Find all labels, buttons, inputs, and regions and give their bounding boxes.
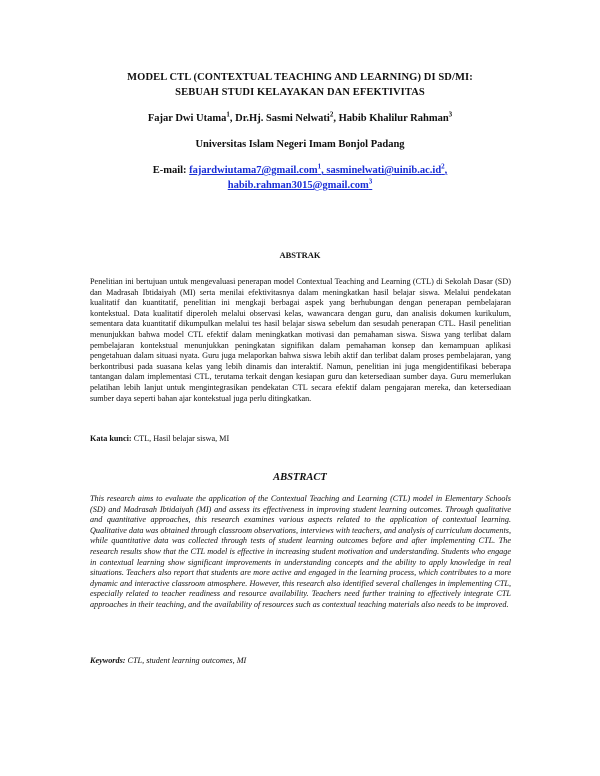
author-name: Fajar Dwi Utama <box>147 113 227 124</box>
email-block <box>60 163 540 193</box>
title-line-2: SEBUAH STUDI KELAYAKAN DAN EFEKTIVITAS <box>175 87 425 98</box>
email-link-2[interactable]: $sasminelwati@uinib.ac.id^2$, <box>326 162 448 176</box>
author-sup: 3 <box>448 110 453 119</box>
author-sup: 2 <box>329 110 334 119</box>
author-sup: 1 <box>226 110 230 119</box>
email-label: E-mail: <box>152 165 187 176</box>
email-link-1[interactable]: fajardwiutama7@gmail.com$^1$, <box>189 162 327 176</box>
affiliation: Universitas Islam Negeri Imam Bonjol Padang <box>195 139 405 150</box>
kata-kunci-label: Kata kunci: <box>90 434 132 443</box>
author-list: Fajar Dwi Utama$^1$, Dr.Hj. Sasmi Nelwati$^2$, Habib Khalilur Rahman$^3$ <box>147 110 453 124</box>
kata-kunci-value: CTL, Hasil belajar siswa, MI <box>133 434 230 443</box>
author-name: Habib Khalilur Rahman <box>338 113 449 124</box>
email-link-3[interactable]: habib.rahman3015@gmail.com$^3$ <box>227 177 373 191</box>
author-name: Dr.Hj. Sasmi Nelwati <box>235 113 330 124</box>
abstrak-body: Penelitian ini bertujuan untuk mengevaluasi penerapan model Contextual Teaching and Learning (CTL) di Sekolah Dasar (SD) dan Madrasah Ibtidaiyah (MI) serta menilai efektivitasnya dalam meningkatkan hasil belajar siswa. Melalui pendekatan kualitatif dan kuantitatif, penelitian ini mengkaji berbagai aspek yang berhubungan dengan penerapan pembelajaran kontekstual. Data kualitatif diperoleh melalui observasi kelas, wawancara dengan guru, dan analisis dokumen kurikulum, sementara data kuantitatif dikumpulkan melalui tes hasil belajar siswa sebelum dan sesudah penerapan CTL. Hasil penelitian menunjukkan bahwa model CTL efektif dalam meningkatkan motivasi dan pemahaman siswa. Siswa yang terlibat dalam pembelajaran kontekstual menunjukkan peningkatan signifikan dalam pemahaman konsep dan kemampuan aplikasi pengetahuan dalam situasi nyata. Guru juga melaporkan bahwa siswa lebih aktif dan terlibat dalam proses pembelajaran, yang berkontribusi pada suasana kelas yang lebih dinamis dan interaktif. Namun, penelitian ini juga mengidentifikasi beberapa tantangan dalam implementasi CTL, terutama terkait dengan kesiapan guru dan ketersediaan sumber daya. Guru memerlukan pelatihan lebih lanjut untuk mengintegrasikan pendekatan CTL secara efektif dalam pengajaran mereka, dan ketersediaan sumber daya seperti bahan ajar kontekstual juga perlu ditingkatkan. <box>90 277 511 403</box>
abstract-heading: ABSTRACT <box>273 472 327 483</box>
kata-kunci <box>90 434 511 443</box>
title-line-1: MODEL CTL (CONTEXTUAL TEACHING AND LEARNING) DI SD/MI: <box>127 72 473 83</box>
keywords-label: Keywords: <box>90 656 126 665</box>
paper-title <box>60 70 540 100</box>
keywords-value: CTL, student learning outcomes, MI <box>127 656 247 665</box>
abstract-body: This research aims to evaluate the application of the Contextual Teaching and Learning (CTL) model in Elementary Schools (SD) and Madrasah Ibtidaiyah (MI) and assess its effectiveness in improving student learning outcomes. Through qualitative and quantitative approaches, this research examines various aspects related to the application of contextual learning. Qualitative data was obtained through classroom observations, interviews with teachers, and analysis of curriculum documents, while quantitative data was collected through tests of student learning outcomes before and after implementing CTL. The research results show that the CTL model is effective in increasing student motivation and understanding. Students who engage in contextual learning show significant improvements in understanding concepts and the ability to apply knowledge in real situations. Teachers also report that students are more active and engaged in the learning process, which contributes to a more dynamic and interactive classroom atmosphere. However, this research also identified several challenges in implementing CTL, especially related to teacher readiness and resource availability. Teachers need further training to effectively integrate CTL approaches in their teaching, and the availability of resources such as contextual teaching materials also needs to be improved. <box>90 494 511 609</box>
abstrak-heading: ABSTRAK <box>279 250 321 260</box>
keywords <box>90 656 511 665</box>
